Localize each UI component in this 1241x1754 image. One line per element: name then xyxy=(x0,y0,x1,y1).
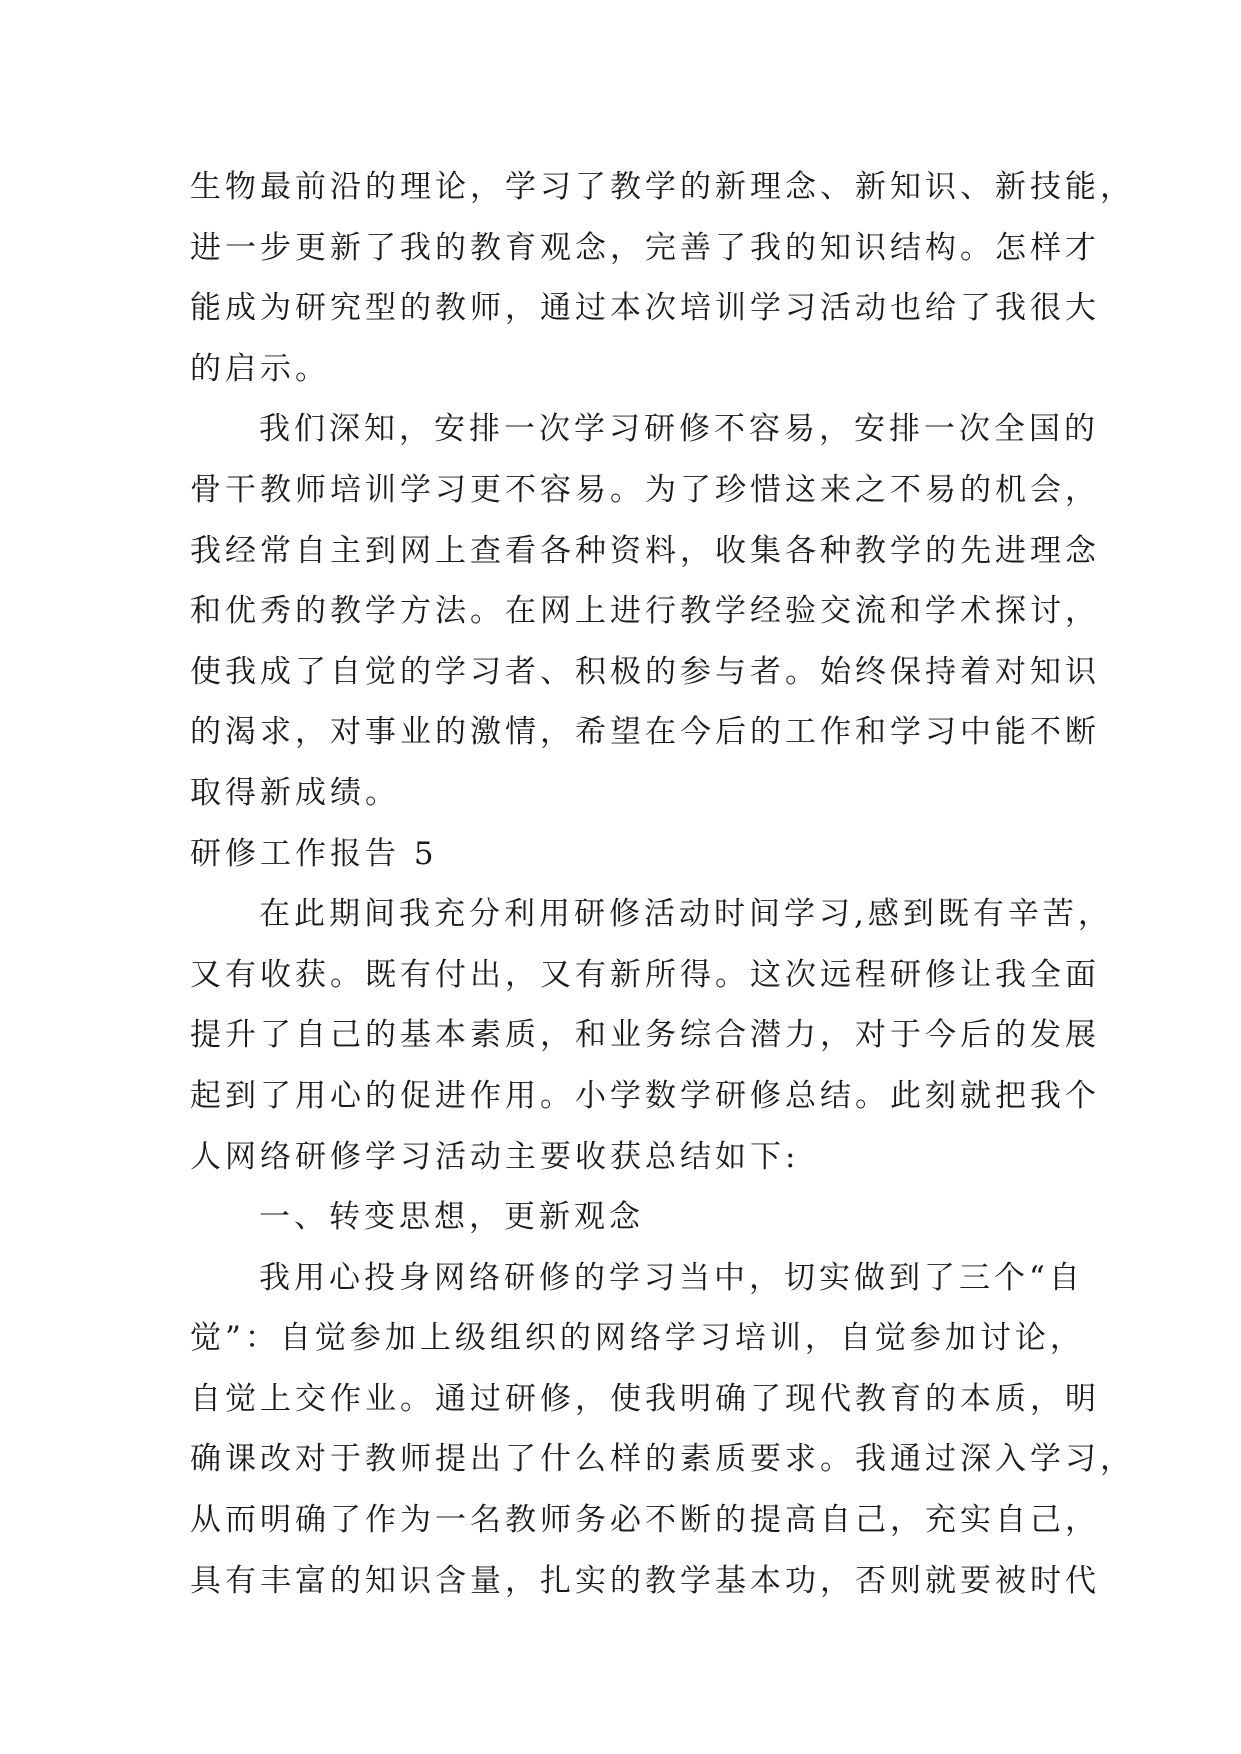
text-line: 具有丰富的知识含量，扎实的教学基本功，否则就要被时代 xyxy=(190,1562,1100,1599)
text-line: 在此期间我充分利用研修活动时间学习,感到既有辛苦， xyxy=(259,896,1113,933)
text-line: 的渴求，对事业的激情，希望在今后的工作和学习中能不断 xyxy=(190,714,1100,751)
text-line: 我用心投身网络研修的学习当中，切实做到了三个“自 xyxy=(259,1259,1084,1296)
text-line: 骨干教师培训学习更不容易。为了珍惜这来之不易的机会， xyxy=(190,471,1100,508)
text-line: 生物最前沿的理论，学习了教学的新理念、新知识、新技能， xyxy=(190,169,1135,205)
text-line: 人网络研修学习活动主要收获总结如下: xyxy=(190,1138,800,1175)
text-line: 自觉上交作业。通过研修，使我明确了现代教育的本质，明 xyxy=(190,1380,1100,1417)
text-line: 确课改对于教师提出了什么样的素质要求。我通过深入学习， xyxy=(190,1441,1135,1478)
text-line: 觉”：自觉参加上级组织的网络学习培训，自觉参加讨论， xyxy=(190,1320,1085,1357)
text-line: 提升了自己的基本素质，和业务综合潜力，对于今后的发展 xyxy=(190,1017,1100,1054)
text-line: 研修工作报告 5 xyxy=(190,835,438,872)
text-line: 起到了用心的促进作用。小学数学研修总结。此刻就把我个 xyxy=(190,1077,1100,1114)
text-line: 取得新成绩。 xyxy=(190,774,400,811)
text-line: 我经常自主到网上查看各种资料，收集各种教学的先进理念 xyxy=(190,532,1100,569)
text-line: 使我成了自觉的学习者、积极的参与者。始终保持着对知识 xyxy=(190,653,1100,690)
text-line: 和优秀的教学方法。在网上进行教学经验交流和学术探讨， xyxy=(190,593,1100,630)
document-body xyxy=(190,157,1135,1611)
text-line: 进一步更新了我的教育观念，完善了我的知识结构。怎样才 xyxy=(190,229,1100,266)
text-line: 我们深知，安排一次学习研修不容易，安排一次全国的 xyxy=(259,411,1099,448)
text-line: 一、转变思想，更新观念 xyxy=(259,1199,644,1236)
text-line: 的启示。 xyxy=(190,350,330,387)
text-line: 又有收获。既有付出，又有新所得。这次远程研修让我全面 xyxy=(190,956,1100,993)
text-line: 从而明确了作为一名教师务必不断的提高自己，充实自己， xyxy=(190,1502,1100,1539)
text-line: 能成为研究型的教师，通过本次培训学习活动也给了我很大 xyxy=(190,290,1100,327)
